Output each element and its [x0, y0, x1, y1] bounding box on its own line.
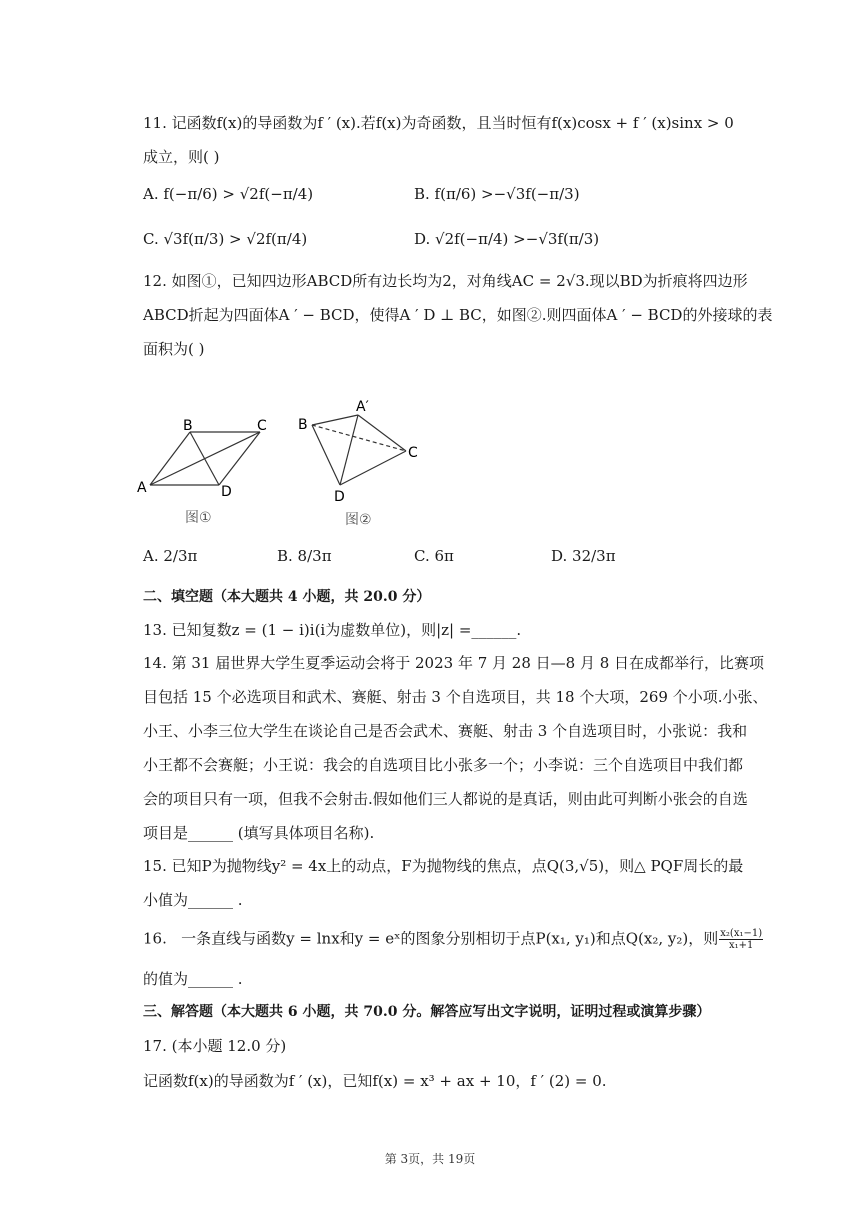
fig2-label-c: C [408, 445, 418, 461]
q11-option-c: C. √3f(π/3) > √2f(π/4) [143, 230, 308, 248]
figure-1 [135, 410, 285, 530]
section-3-heading: 三、解答题（本大题共 6 小题，共 70.0 分。解答应写出文字说明，证明过程或演算步骤） [143, 1004, 711, 1020]
q14-line1: 14. 第 31 届世界大学生夏季运动会将于 2023 年 7 月 28 日—8 月 8 日在成都举行，比赛项 [143, 654, 765, 672]
fig1-label-a: A [137, 480, 147, 496]
q11-option-a: A. f(−π/6) > √2f(−π/4) [143, 185, 314, 203]
q12-option-d: D. 32/3π [551, 547, 616, 565]
fig1-caption: 图① [185, 510, 212, 526]
fig1-label-c: C [257, 418, 267, 434]
page-footer: 第 3页，共 19页 [384, 1152, 476, 1166]
q11-option-b: B. f(π/6) >−√3f(−π/3) [414, 185, 580, 203]
q11-line2: 成立，则( ) [143, 148, 220, 166]
fig1-label-d: D [221, 484, 232, 500]
q12-option-a: A. 2/3π [143, 547, 198, 565]
fig1-label-b: B [183, 418, 193, 434]
fig2-label-b: B [298, 417, 308, 433]
q14-line4: 小王都不会赛艇；小王说：我会的自选项目比小张多一个；小李说：三个自选项目中我们都 [143, 756, 744, 774]
q14-line2: 目包括 15 个必选项目和武术、赛艇、射击 3 个自选项目，共 18 个大项，269 个小项.小张、 [143, 688, 768, 706]
q15-line2: 小值为______ . [143, 891, 243, 909]
q16-text: 16. 一条直线与函数y = lnx和y = eˣ的图象分别相切于点P(x₁, y₁)和点Q(x₂, y₂)，则 [143, 929, 719, 948]
q16-line2: 的值为______ . [143, 970, 243, 988]
q16-line1 [143, 928, 764, 951]
q13: 13. 已知复数z = (1 − i)i(i为虚数单位)，则|z| =______. [143, 621, 522, 639]
q14-line5: 会的项目只有一项，但我不会射击.假如他们三人都说的是真话，则由此可判断小张会的自选 [143, 790, 748, 808]
q12-option-c: C. 6π [414, 547, 454, 565]
q12-line3: 面积为( ) [143, 340, 205, 358]
figure-2 [290, 395, 440, 530]
q11-line1: 11. 记函数f(x)的导函数为f ′ (x).若f(x)为奇函数，且当时恒有f(x)cosx + f ′ (x)sinx > 0 [143, 114, 734, 132]
q16-frac-num: x₂(x₁−1) [720, 928, 763, 939]
q16-fraction [719, 928, 763, 951]
q12-option-b: B. 8/3π [277, 547, 332, 565]
q14-line3: 小王、小李三位大学生在谈论自己是否会武术、赛艇、射击 3 个自选项目时，小张说：我和 [143, 722, 748, 740]
q11-option-d: D. √2f(−π/4) >−√3f(π/3) [414, 230, 600, 248]
fig2-caption: 图② [345, 512, 372, 528]
q14-line6: 项目是______ (填写具体项目名称). [143, 824, 375, 842]
q17-line2: 记函数f(x)的导函数为f ′ (x)，已知f(x) = x³ + ax + 10，f ′ (2) = 0. [143, 1072, 607, 1090]
q17-line1: 17. (本小题 12.0 分) [143, 1037, 287, 1055]
q16-frac-den: x₁+1 [728, 940, 754, 951]
section-2-heading: 二、填空题（本大题共 4 小题，共 20.0 分） [143, 589, 431, 605]
q15-line1: 15. 已知P为抛物线y² = 4x上的动点，F为抛物线的焦点，点Q(3,√5)，则△ PQF周长的最 [143, 857, 744, 875]
q12-line1: 12. 如图①，已知四边形ABCD所有边长均为2，对角线AC = 2√3.现以BD为折痕将四边形 [143, 272, 748, 290]
fig2-label-a-prime: A′ [356, 399, 369, 415]
q12-line2: ABCD折起为四面体A ′ − BCD，使得A ′ D ⊥ BC，如图②.则四面体A ′ − BCD的外接球的表 [143, 306, 773, 324]
fig2-label-d: D [334, 489, 345, 505]
